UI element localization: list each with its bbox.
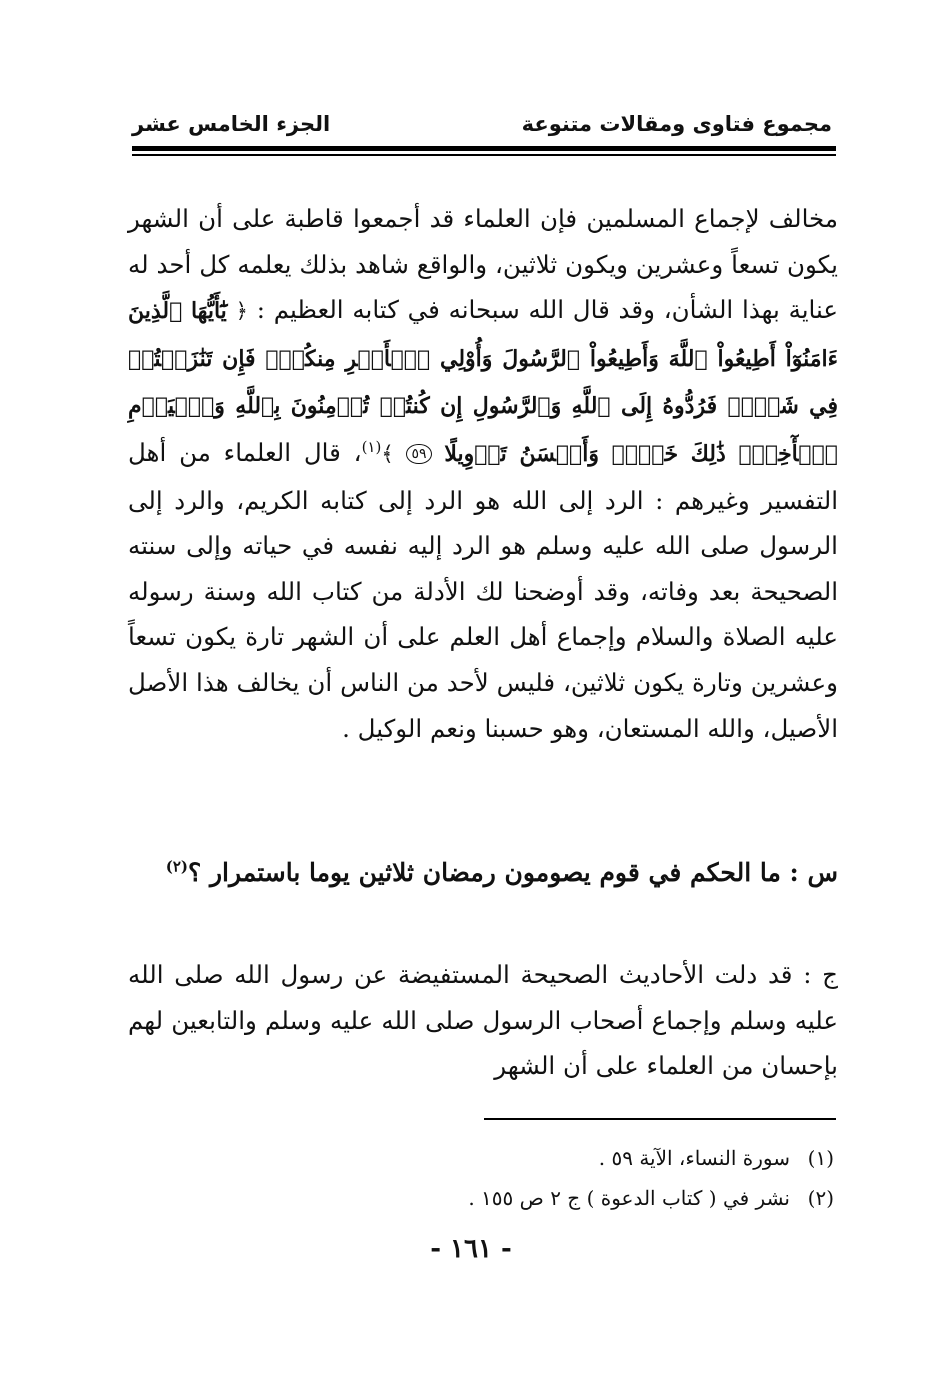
footnote-text: سورة النساء، الآية ٥٩ . [598,1146,790,1170]
footnote-text: نشر في ( كتاب الدعوة ) ج ٢ ص ١٥٥ . [468,1186,790,1210]
ayah-open-bracket: ﴿ [235,299,248,324]
volume-label: الجزء الخامس عشر [132,112,331,136]
footnote-separator [484,1118,836,1120]
question-block [128,852,838,894]
footnote-ref-2: (٢) [165,857,188,876]
footnote-number: (٢) [807,1186,834,1210]
footnotes [300,1138,834,1218]
ayah-close-bracket: ﴾ [381,441,394,466]
footnote-number: (١) [807,1146,834,1170]
book-title: مجموع فتاوى ومقالات متنوعة [521,112,832,136]
header-rule-thick [132,146,836,151]
question-text: س : ما الحكم في قوم يصومون رمضان ثلاثين يوما باستمرار ؟ [188,858,838,887]
paragraph-before-ayah: مخالف لإجماع المسلمين فإن العلماء قد أجمعوا قاطبة على أن الشهر يكون تسعاً وعشرين ويكون ثلاثين، والواقع شاهد بذلك يعلمه كل أحد له عناية بهذا الشأن، وقد قال الله سبحانه في كتابه العظيم : [128,204,839,325]
footnote-item [300,1178,834,1218]
verse-number-badge: ٥٩ [406,444,431,464]
main-body [128,196,838,751]
page-number: - ١٦١ - [430,1234,512,1264]
answer-block [128,952,838,1089]
quran-verse: يَٰٓأَيُّهَا ٱلَّذِينَ ءَامَنُوٓاْ أَطِيعُواْ ٱللَّهَ وَأَطِيعُواْ ٱلرَّسُولَ وَأُوْلِي ٱلۡأَمۡرِ مِنكُمۡۖ فَإِن تَنَٰزَعۡتُمۡ فِي شَيۡءٖ فَرُدُّوهُ إِلَى ٱللَّهِ وَٱلرَّسُولِ إِن كُنتُمۡ تُؤۡمِنُونَ بِٱللَّهِ وَٱلۡيَوۡمِ ٱلۡأٓخِرِۚ ذَٰلِكَ خَيۡرٞ وَأَحۡسَنُ تَأۡوِيلًا [128,298,838,467]
footnote-ref-1: (١) [361,437,382,456]
paragraph-after-ayah: ، قال العلماء من أهل التفسير وغيرهم : الرد إلى الله هو الرد إلى كتابه الكريم، والرد إلى الرسول صلى الله عليه وسلم هو الرد إليه نفسه في حياته وإلى سنته الصحيحة بعد وفاته، وقد أوضحنا لك الأدلة من كتاب الله وسنة رسوله عليه الصلاة والسلام وإجماع أهل العلم على أن الشهر تارة يكون تسعاً وعشرين وتارة يكون ثلاثين، فليس لأحد من الناس أن يخالف هذا الأصل الأصيل، والله المستعان، وهو حسبنا ونعم الوكيل . [128,437,838,743]
footnote-item [300,1138,834,1178]
header-rule-thin [132,154,836,156]
main-paragraph [128,196,838,751]
answer-text: ج : قد دلت الأحاديث الصحيحة المستفيضة عن رسول الله صلى الله عليه وسلم وإجماع أصحاب الرسول صلى الله عليه وسلم والتابعين لهم بإحسان من العلماء على أن الشهر [128,960,838,1081]
running-header [132,104,832,144]
